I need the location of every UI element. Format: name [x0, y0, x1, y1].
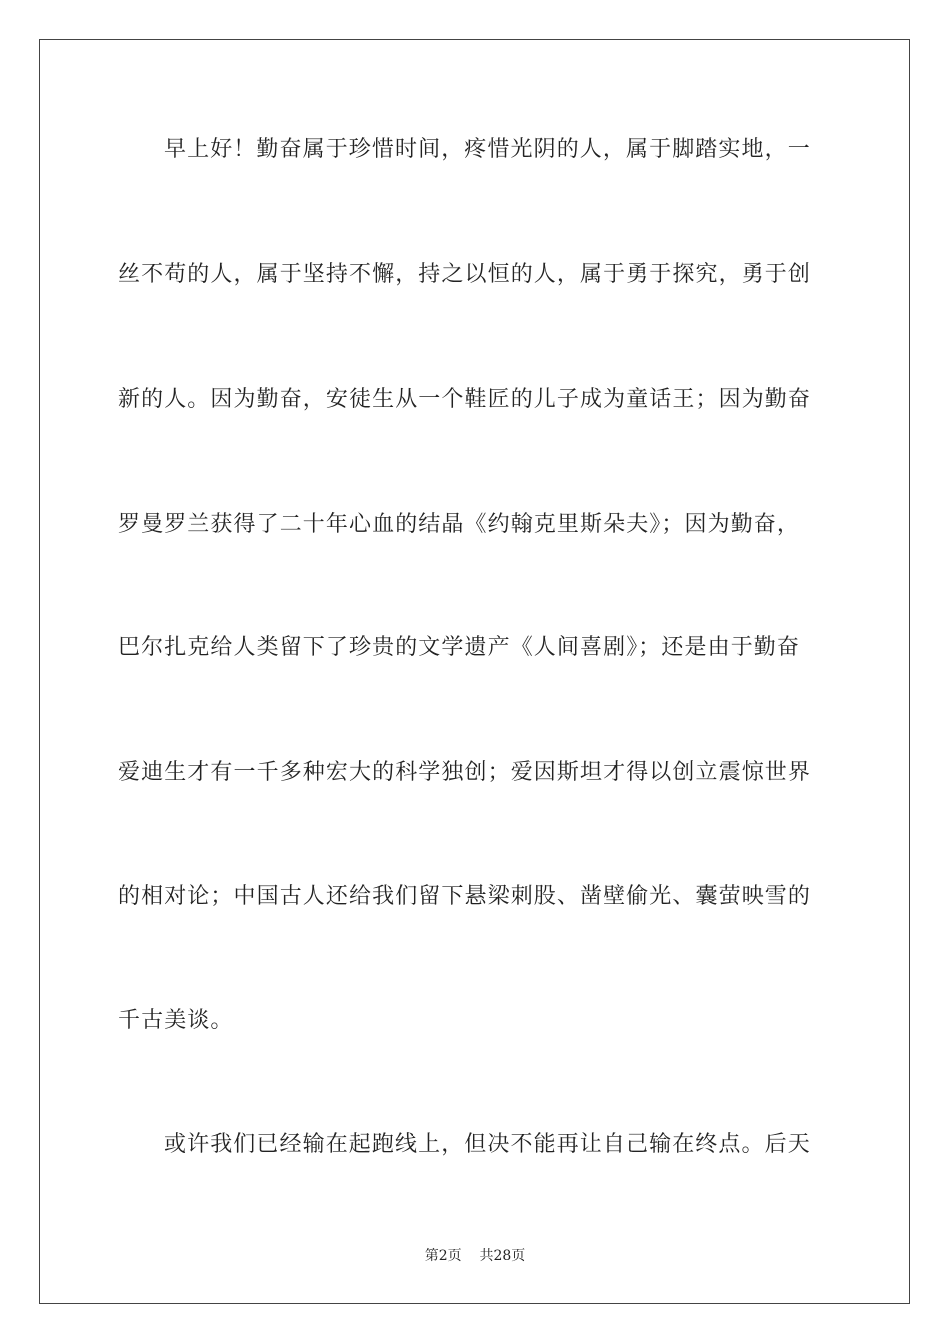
- paragraph-line-2: 丝不苟的人，属于坚持不懈，持之以恒的人，属于勇于探究，勇于创: [118, 262, 812, 287]
- page-border: [39, 39, 910, 1304]
- paragraph-line-8: 千古美谈。: [118, 1008, 234, 1033]
- page-number: 第2页: [424, 1248, 462, 1264]
- paragraph-line-7: 的相对论；中国古人还给我们留下悬梁刺股、凿壁偷光、囊萤映雪的: [118, 884, 812, 909]
- paragraph-line-3: 新的人。因为勤奋，安徒生从一个鞋匠的儿子成为童话王；因为勤奋: [118, 387, 812, 412]
- paragraph-line-6: 爱迪生才有一千多种宏大的科学独创；爱因斯坦才得以创立震惊世界: [118, 760, 812, 785]
- page-total: 共28页: [479, 1248, 526, 1264]
- paragraph-line-9: 或许我们已经输在起跑线上，但决不能再让自己输在终点。后天: [164, 1132, 811, 1157]
- paragraph-line-4: 罗曼罗兰获得了二十年心血的结晶《约翰克里斯朵夫》；因为勤奋，: [118, 512, 801, 537]
- page-footer: [0, 1246, 950, 1266]
- paragraph-line-1: 早上好！勤奋属于珍惜时间，疼惜光阴的人，属于脚踏实地，一: [164, 137, 811, 162]
- paragraph-line-5: 巴尔扎克给人类留下了珍贵的文学遗产《人间喜剧》；还是由于勤奋: [118, 635, 801, 660]
